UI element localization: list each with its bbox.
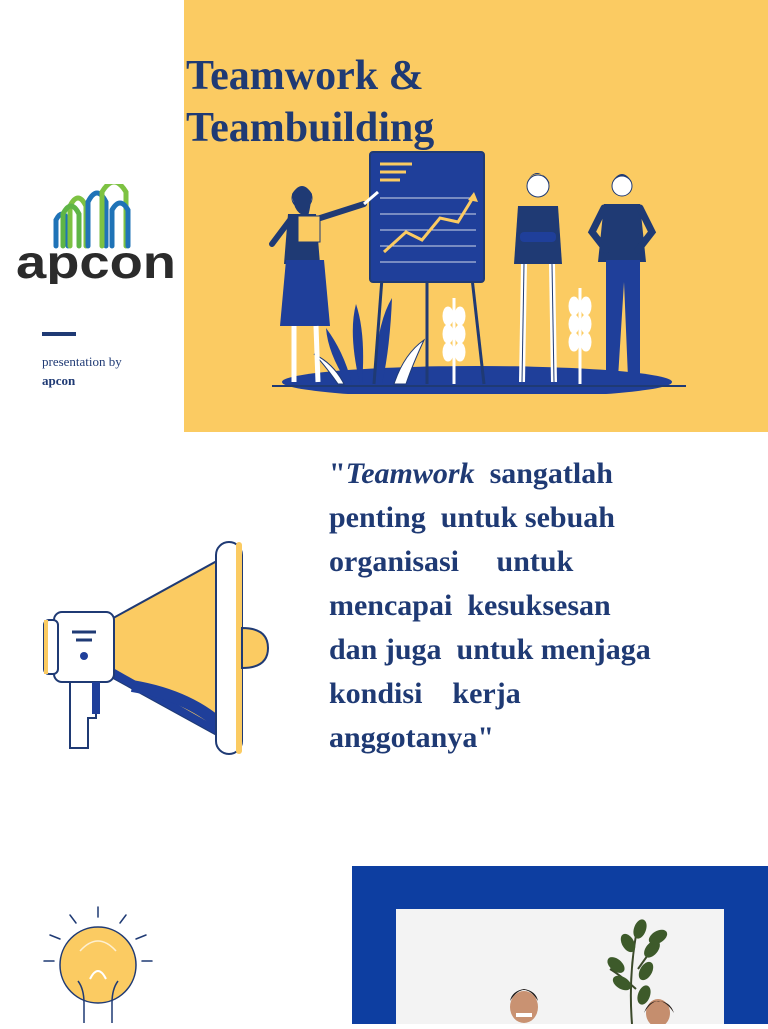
quote-line-3: organisasi untuk bbox=[329, 545, 574, 578]
presenter-name: apcon bbox=[42, 373, 76, 388]
team-presentation-illustration bbox=[262, 148, 692, 394]
quote-text bbox=[329, 452, 709, 760]
quote-line-1-rest: sangatlah bbox=[474, 457, 613, 490]
title-line-1: Teamwork & bbox=[186, 53, 424, 99]
lightbulb-icon bbox=[40, 905, 156, 1024]
megaphone-icon bbox=[36, 536, 272, 760]
quote-line-2: penting untuk sebuah bbox=[329, 501, 615, 534]
logo-text: apcon bbox=[16, 236, 176, 284]
quote-line-7: anggotanya" bbox=[329, 721, 495, 754]
apcon-logo bbox=[16, 184, 176, 284]
quote-line-4: mencapai kesuksesan bbox=[329, 589, 611, 622]
quote-emphasis: Teamwork bbox=[345, 457, 475, 490]
presented-by-label: presentation by bbox=[42, 354, 122, 369]
accent-divider bbox=[42, 332, 76, 336]
quote-open-mark: " bbox=[329, 457, 346, 490]
title-line-2: Teambuilding bbox=[186, 105, 435, 151]
page-title bbox=[186, 50, 516, 154]
quote-line-1 bbox=[329, 452, 709, 496]
team-photo bbox=[396, 909, 724, 1024]
quote-line-6: kondisi kerja bbox=[329, 677, 521, 710]
quote-line-5: dan juga untuk menjaga bbox=[329, 633, 651, 666]
